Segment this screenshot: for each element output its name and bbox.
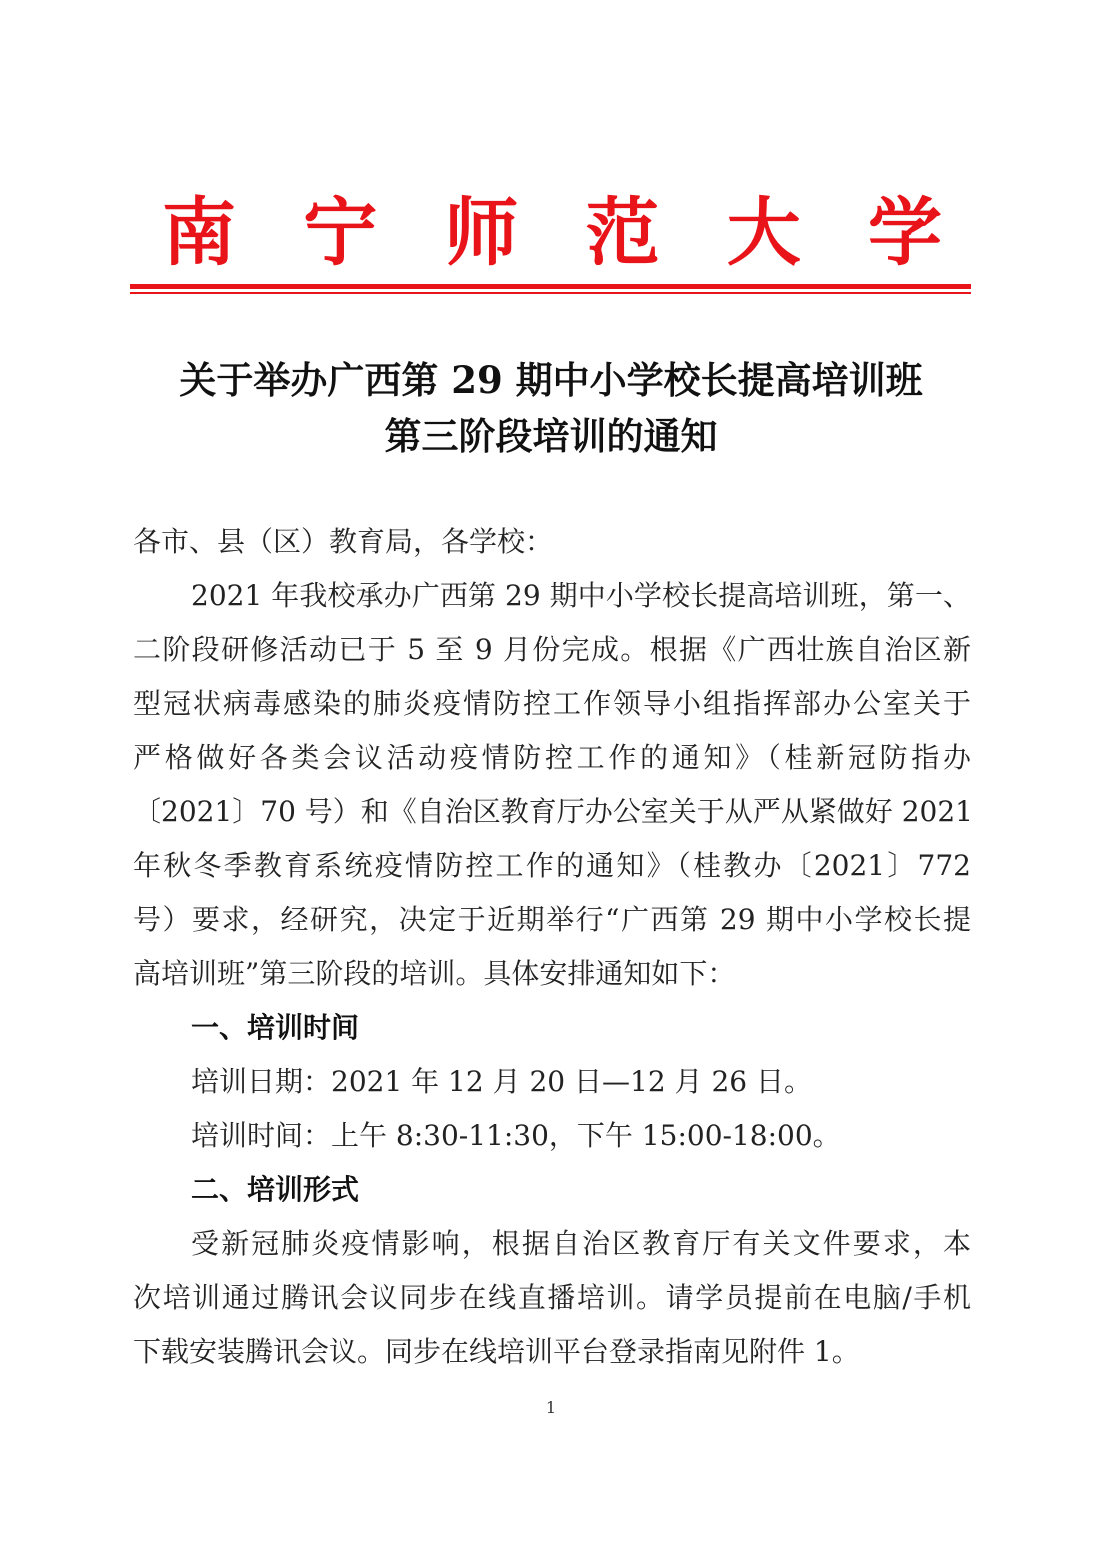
section-heading-training-format: 二、培训形式 xyxy=(191,1173,360,1206)
paragraph-line: 二阶段研修活动已于 5 至 9 月份完成。根据《广西壮族自治区新 xyxy=(133,633,971,666)
paragraph-line: 2021 年我校承办广西第 29 期中小学校长提高培训班，第一、 xyxy=(191,579,971,612)
paragraph-line: 号）要求，经研究，决定于近期举行“广西第 29 期中小学校长提 xyxy=(133,903,971,936)
letterhead-char: 大 xyxy=(726,190,801,276)
letterhead-char: 南 xyxy=(162,190,236,276)
letterhead-char: 范 xyxy=(585,190,660,276)
letterhead-char: 宁 xyxy=(303,190,378,276)
training-date-line: 培训日期：2021 年 12 月 20 日—12 月 26 日。 xyxy=(191,1065,812,1098)
paragraph-line: 次培训通过腾讯会议同步在线直播培训。请学员提前在电脑/手机 xyxy=(133,1281,971,1314)
document-title-line-1: 关于举办广西第 29 期中小学校长提高培训班 xyxy=(179,358,923,402)
letterhead-char: 师 xyxy=(444,190,519,276)
paragraph-line: 严格做好各类会议活动疫情防控工作的通知》（桂新冠防指办 xyxy=(133,741,971,774)
section-heading-training-time: 一、培训时间 xyxy=(191,1011,360,1044)
paragraph-line: 下载安装腾讯会议。同步在线培训平台登录指南见附件 1。 xyxy=(133,1335,860,1368)
paragraph-line: 型冠状病毒感染的肺炎疫情防控工作领导小组指挥部办公室关于 xyxy=(133,687,971,720)
paragraph-line: 〔2021〕70 号）和《自治区教育厅办公室关于从严从紧做好 2021 xyxy=(133,795,973,828)
paragraph-line: 高培训班”第三阶段的培训。具体安排通知如下： xyxy=(133,957,736,990)
letterhead-char: 学 xyxy=(867,190,942,276)
paragraph-line: 受新冠肺炎疫情影响，根据自治区教育厅有关文件要求，本 xyxy=(191,1227,971,1260)
letterhead xyxy=(132,188,972,278)
training-time-line: 培训时间：上午 8:30-11:30，下午 15:00-18:00。 xyxy=(191,1119,841,1152)
document-title-line-2: 第三阶段培训的通知 xyxy=(384,414,718,458)
letterhead-rule-thin xyxy=(130,292,971,294)
letterhead-rule-thick xyxy=(130,284,971,289)
page-number: 1 xyxy=(545,1398,557,1417)
paragraph-line: 年秋冬季教育系统疫情防控工作的通知》（桂教办〔2021〕772 xyxy=(133,849,971,882)
salutation: 各市、县（区）教育局，各学校： xyxy=(133,525,554,558)
